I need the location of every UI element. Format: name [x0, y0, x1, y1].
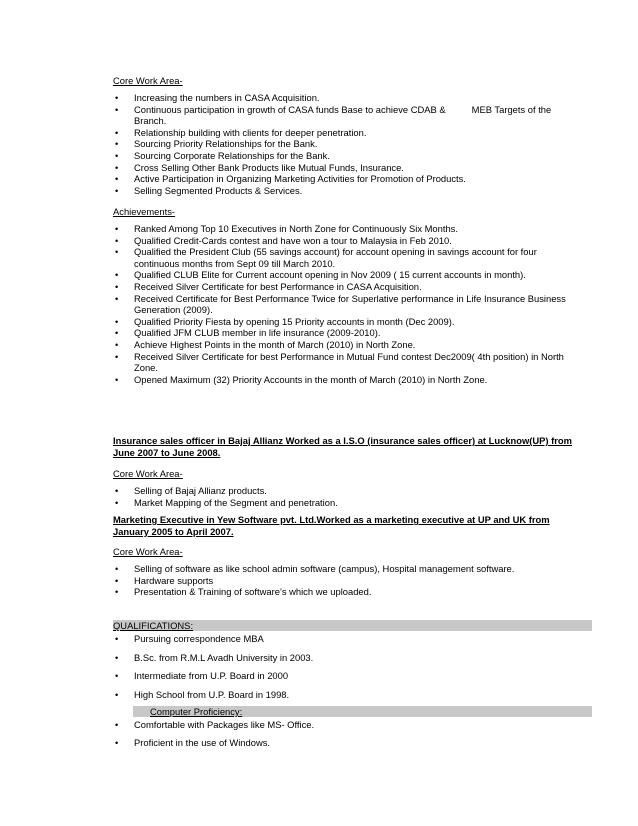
list-item: • Hardware supports	[115, 574, 214, 586]
bullet-icon: •	[115, 138, 119, 150]
bullet-icon: •	[115, 327, 119, 339]
core-work-area-heading: Core Work Area-	[113, 468, 183, 479]
list-item: • Qualified Priority Fiesta by opening 15 Priority accounts in month (Dec 2009).	[115, 315, 455, 327]
qualifications-list	[113, 633, 583, 707]
bullet-icon: •	[115, 223, 119, 234]
list-item: • Qualified CLUB Elite for Current account opening in Nov 2009 ( 15 current accounts in month).	[115, 269, 526, 281]
bullet-icon: •	[115, 246, 119, 258]
job-title-bajaj: Insurance sales officer in Bajaj Allianz Worked as a I.S.O (insurance sales officer) at Lucknow(UP) from June 2007 to June 2008.	[113, 435, 572, 458]
list-item: • Relationship building with clients for deeper penetration.	[115, 126, 367, 138]
achievements-list	[113, 223, 583, 385]
list-item: • Qualified the President Club (55 savings account) for account opening in savings account for four continuous months from Sept 09 till March 2010.	[115, 246, 537, 269]
list-item: • Qualified Credit-Cards contest and have won a tour to Malaysia in Feb 2010.	[115, 234, 452, 246]
bullet-icon: •	[115, 103, 119, 115]
list-item: • Intermediate from U.P. Board in 2000	[115, 670, 289, 682]
bullet-icon: •	[115, 280, 119, 292]
bullet-icon: •	[115, 485, 119, 496]
core-work-list	[113, 563, 583, 598]
list-item: • Comfortable with Packages like MS- Office.	[115, 719, 315, 730]
list-item: • Opened Maximum (32) Priority Accounts in the month of March (2010) in North Zone.	[115, 373, 488, 385]
bullet-icon: •	[115, 736, 119, 748]
bullet-icon: •	[115, 688, 119, 700]
bullet-icon: •	[115, 161, 119, 173]
list-item: • Selling of Bajaj Allianz products.	[115, 485, 267, 496]
bullet-icon: •	[115, 126, 119, 138]
list-item: • Pursuing correspondence MBA	[115, 633, 264, 644]
list-item: • Active Participation in Organizing Marketing Activities for Promotion of Products.	[115, 173, 466, 185]
bullet-icon: •	[115, 651, 119, 663]
list-item: • Sourcing Corporate Relationships for the Bank.	[115, 149, 330, 161]
bullet-icon: •	[115, 92, 119, 103]
list-item: • Continuous participation in growth of CASA funds Base to achieve CDAB & MEB Targets of the Branch.	[115, 103, 552, 127]
achievements-heading: Achievements-	[113, 206, 176, 217]
qualifications-heading: QUALIFICATIONS:	[113, 620, 194, 631]
bullet-icon: •	[115, 586, 119, 598]
list-item: • High School from U.P. Board in 1998.	[115, 688, 290, 700]
list-item: • Sourcing Priority Relationships for the Bank.	[115, 138, 318, 150]
bullet-icon: •	[115, 373, 119, 385]
bullet-icon: •	[115, 670, 119, 682]
bullet-icon: •	[115, 269, 119, 281]
core-work-list	[113, 485, 583, 508]
bullet-icon: •	[115, 149, 119, 161]
bullet-icon: •	[115, 184, 119, 196]
core-work-list	[113, 92, 583, 196]
list-item: • Presentation & Training of software’s which we uploaded.	[115, 586, 372, 598]
list-item: • Received Certificate for Best Performance Twice for Superlative performance in Life Insurance Business Generation (2009).	[115, 292, 566, 316]
bullet-icon: •	[115, 234, 119, 246]
list-item: • Achieve Highest Points in the month of March (2010) in North Zone.	[115, 338, 416, 350]
list-item: • Selling of software as like school admin software (campus), Hospital management software.	[115, 563, 515, 574]
computer-proficiency-heading: Computer Proficiency:	[150, 706, 243, 717]
list-item: • Selling Segmented Products & Services.	[115, 184, 303, 196]
list-item: • Increasing the numbers in CASA Acquisition.	[115, 92, 320, 103]
bullet-icon: •	[115, 574, 119, 586]
list-item: • Qualified JFM CLUB member in life insurance (2009-2010).	[115, 327, 381, 339]
bullet-icon: •	[115, 633, 119, 644]
core-work-area-heading: Core Work Area-	[113, 75, 183, 86]
bullet-icon: •	[115, 292, 119, 304]
bullet-icon: •	[115, 719, 119, 730]
list-item: • B.Sc. from R.M.L Avadh University in 2003.	[115, 651, 314, 663]
core-work-area-heading: Core Work Area-	[113, 546, 183, 557]
list-item: • Received Silver Certificate for best Performance in CASA Acquisition.	[115, 280, 422, 292]
list-item: • Ranked Among Top 10 Executives in North Zone for Continuously Six Months.	[115, 223, 458, 234]
bullet-icon: •	[115, 338, 119, 350]
bullet-icon: •	[115, 496, 119, 508]
job-title-yew-software: Marketing Executive in Yew Software pvt. Ltd.Worked as a marketing executive at UP and UK from January 2005 to April 2007.	[113, 514, 550, 537]
list-item: • Received Silver Certificate for best Performance in Mutual Fund contest Dec2009( 4th position) in North Zone.	[115, 350, 564, 374]
bullet-icon: •	[115, 350, 119, 362]
bullet-icon: •	[115, 315, 119, 327]
list-item: • Proficient in the use of Windows.	[115, 736, 271, 748]
bullet-icon: •	[115, 563, 119, 574]
list-item: • Cross Selling Other Bank Products like Mutual Funds, Insurance.	[115, 161, 404, 173]
bullet-icon: •	[115, 173, 119, 185]
computer-proficiency-list	[113, 719, 583, 748]
list-item: • Market Mapping of the Segment and penetration.	[115, 496, 338, 508]
